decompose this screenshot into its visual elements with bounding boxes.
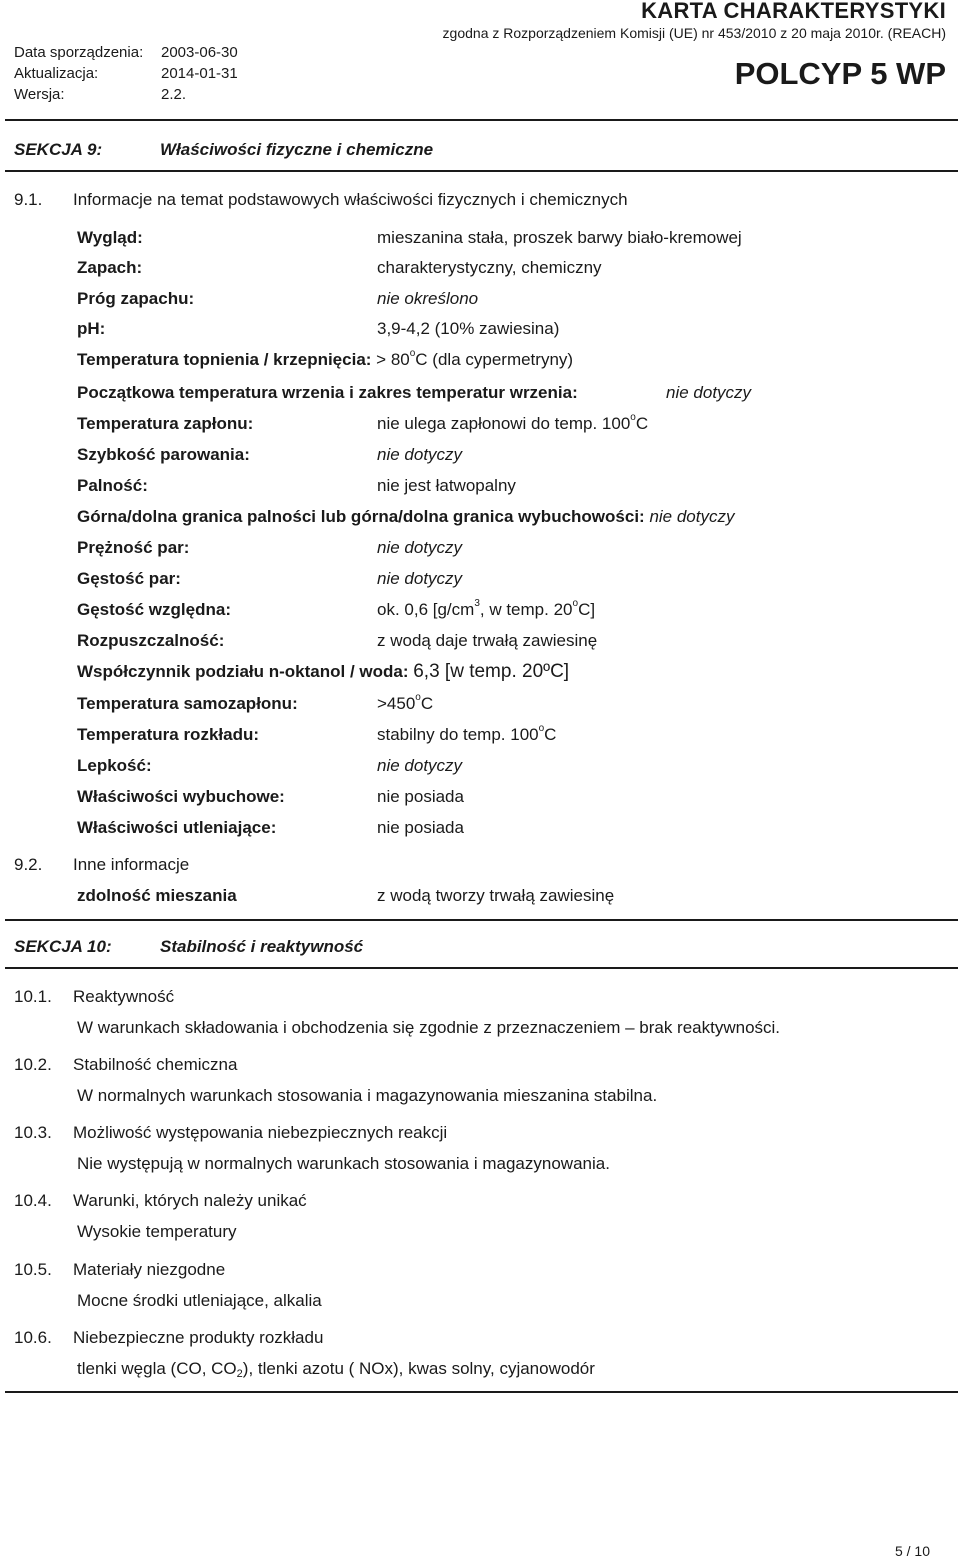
prop-value-wyglad: mieszanina stała, proszek barwy biało-kremowej: [377, 228, 742, 247]
item-title: Możliwość występowania niebezpiecznych reakcji: [73, 1123, 448, 1142]
sub92-title: Inne informacje: [73, 855, 190, 874]
prop-label-samozaplon: Temperatura samozapłonu:: [77, 694, 298, 713]
item-text: Nie występują w normalnych warunkach stosowania i magazynowania.: [77, 1154, 610, 1173]
section10-top-divider: [5, 919, 958, 921]
item-text: W warunkach składowania i obchodzenia się zgodnie z przeznaczeniem – brak reaktywności.: [77, 1018, 781, 1037]
item-num: 10.6.: [14, 1328, 52, 1347]
prop-label-zaplon: Temperatura zapłonu:: [77, 414, 254, 433]
page-number: 5 / 10: [894, 1543, 930, 1559]
product-name: POLCYP 5 WP: [734, 56, 946, 91]
sub91-title: Informacje na temat podstawowych właściwości fizycznych i chemicznych: [73, 190, 628, 209]
prop-label-wrzenie: Początkowa temperatura wrzenia i zakres temperatur wrzenia:: [77, 383, 578, 402]
section10-bottom-divider: [5, 1391, 958, 1393]
item-text: W normalnych warunkach stosowania i magazynowania mieszanina stabilna.: [77, 1086, 658, 1105]
regulation-text: zgodna z Rozporządzeniem Komisji (UE) nr 453/2010 z 20 maja 2010r. (REACH): [442, 25, 946, 41]
prop-value-wrzenie: nie dotyczy: [666, 383, 752, 402]
prop-row-topnienie: [77, 350, 573, 370]
prop-label-preznosc: Prężność par:: [77, 538, 190, 557]
prop-label-topnienie: Temperatura topnienia / krzepnięcia:: [77, 350, 372, 369]
prop-value-utleniajace: nie posiada: [377, 818, 464, 837]
prop-label-wyglad: Wygląd:: [77, 228, 143, 247]
prop-label-gestosc-wzgl: Gęstość względna:: [77, 600, 231, 619]
prop-value-prog: nie określono: [377, 289, 479, 308]
prop-value-palnosc: nie jest łatwopalny: [377, 476, 516, 495]
prop-value-zapach: charakterystyczny, chemiczny: [377, 258, 602, 277]
prop-value-topnienie: > $80^oC$ (dla cypermetryny): [376, 348, 574, 369]
item-title: Warunki, których należy unikać: [73, 1191, 307, 1210]
prop-value-gestosc-par: nie dotyczy: [377, 569, 463, 588]
prop-value-ph: 3,9-4,2 (10% zawiesina): [377, 319, 560, 338]
prop-row-granica: [77, 507, 734, 527]
prop-value-granica: nie dotyczy: [649, 507, 735, 526]
prop-label-utleniajace: Właściwości utleniające:: [77, 818, 277, 837]
zdolnosc-label: zdolność mieszania: [77, 886, 237, 905]
updated-label: Aktualizacja:: [14, 65, 99, 82]
prop-value-zaplon: nie ulega zapłonowi do temp. 100$^o$C: [377, 412, 649, 433]
prop-label-rozpuszczalnosc: Rozpuszczalność:: [77, 631, 225, 650]
updated-value: 2014-01-31: [161, 65, 238, 82]
item-title: Niebezpieczne produkty rozkładu: [73, 1328, 324, 1347]
item-title: Reaktywność: [73, 987, 175, 1006]
item-num: 10.2.: [14, 1055, 52, 1074]
item-text: Wysokie temperatury: [77, 1222, 237, 1241]
prop-value-lepkosc: nie dotyczy: [377, 756, 463, 775]
item-text: Mocne środki utleniające, alkalia: [77, 1291, 322, 1310]
prop-label-wybuchowe: Właściwości wybuchowe:: [77, 787, 285, 806]
created-value: 2003-06-30: [161, 44, 238, 61]
prop-label-wspolczynnik: Współczynnik podziału n-oktanol / woda:: [77, 662, 409, 681]
prop-value-gestosc-wzgl: ok. 0,6 [$g/cm^3$, w temp. 20$^o$C]: [377, 598, 596, 619]
section10-label: SEKCJA 10:: [14, 937, 112, 956]
prop-value-parowanie: nie dotyczy: [377, 445, 463, 464]
version-value: 2.2.: [161, 86, 187, 103]
item-num: 10.5.: [14, 1260, 52, 1279]
prop-label-prog: Próg zapachu:: [77, 289, 195, 308]
section9-label: SEKCJA 9:: [14, 140, 103, 159]
prop-value-wybuchowe: nie posiada: [377, 787, 464, 806]
item-num: 10.4.: [14, 1191, 52, 1210]
zdolnosc-value: z wodą tworzy trwałą zawiesinę: [377, 886, 615, 905]
prop-label-parowanie: Szybkość parowania:: [77, 445, 250, 464]
prop-row-wspolczynnik: [77, 661, 569, 683]
prop-value-preznosc: nie dotyczy: [377, 538, 463, 557]
sub91-num: 9.1.: [14, 190, 43, 209]
item-num: 10.3.: [14, 1123, 52, 1142]
version-label: Wersja:: [14, 86, 65, 103]
section10-title: Stabilność i reaktywność: [160, 937, 364, 956]
prop-label-granica: Górna/dolna granica palności lub górna/dolna granica wybuchowości:: [77, 507, 645, 526]
prop-label-rozklad: Temperatura rozkładu:: [77, 725, 260, 744]
created-label: Data sporządzenia:: [14, 44, 144, 61]
prop-label-ph: pH:: [77, 319, 106, 338]
prop-label-gestosc-par: Gęstość par:: [77, 569, 181, 588]
item-num: 10.1.: [14, 987, 52, 1006]
prop-value-wspolczynnik: 6,3 [w temp. 20ºC]: [413, 661, 570, 682]
header-divider: [5, 119, 958, 121]
sub92-num: 9.2.: [14, 855, 43, 874]
prop-value-samozaplon: $>450^oC$: [377, 692, 434, 713]
prop-label-zapach: Zapach:: [77, 258, 143, 277]
item-text: tlenki węgla (CO, $CO_2$), tlenki azotu ( NOx), kwas solny, cyjanowodór: [77, 1359, 595, 1380]
section9-title: Właściwości fizyczne i chemiczne: [160, 140, 434, 159]
item-title: Stabilność chemiczna: [73, 1055, 238, 1074]
prop-value-rozpuszczalnosc: z wodą daje trwałą zawiesinę: [377, 631, 598, 650]
prop-value-rozklad: stabilny do temp. 100$^o$C: [377, 723, 557, 744]
section10-divider: [5, 967, 958, 969]
prop-label-lepkosc: Lepkość:: [77, 756, 152, 775]
document-title: KARTA CHARAKTERYSTYKI: [641, 0, 946, 23]
section9-divider: [5, 170, 958, 172]
item-title: Materiały niezgodne: [73, 1260, 226, 1279]
prop-label-palnosc: Palność:: [77, 476, 148, 495]
